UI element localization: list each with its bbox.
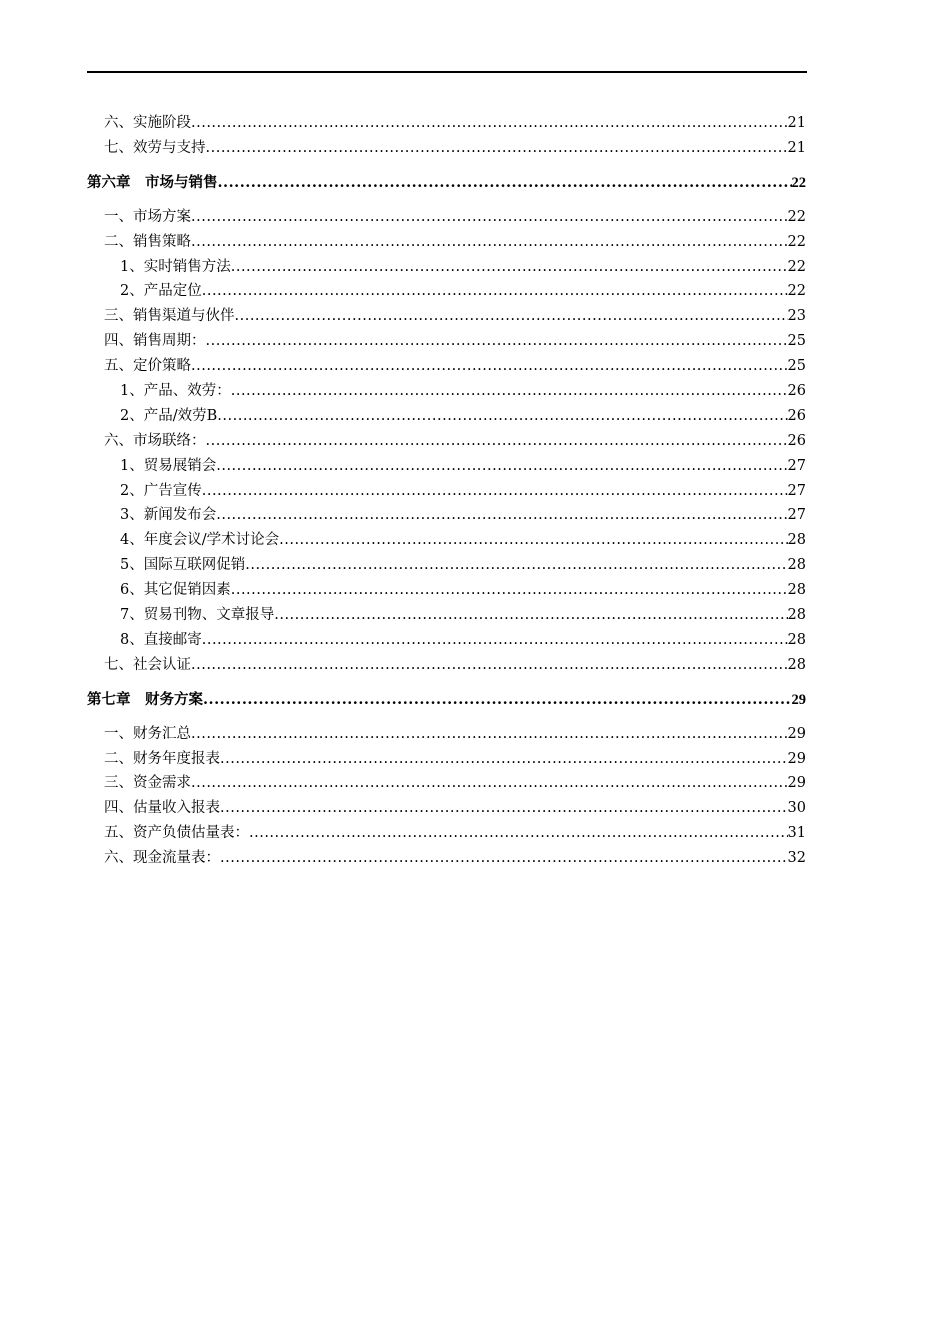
toc-entry-title: 一、财务汇总 [104,725,191,742]
table-of-contents [87,111,806,871]
toc-entry-title: 七、社会认证 [104,656,191,673]
toc-dot-leader [202,279,788,304]
toc-entry-title: 六、市场联络： [104,432,206,449]
toc-dot-leader [191,205,788,230]
toc-page-number: 28 [787,557,806,574]
toc-entry[interactable] [87,528,806,553]
toc-entry-title: 8、直接邮寄 [120,631,202,648]
toc-dot-leader [191,771,788,796]
toc-page-number: 27 [787,507,806,524]
toc-dot-leader [191,111,788,136]
toc-entry[interactable] [87,628,806,653]
toc-chapter-entry[interactable] [87,688,806,712]
toc-dot-leader [220,747,788,772]
toc-dot-leader [216,503,787,528]
toc-page-number: 22 [787,208,806,225]
toc-entry[interactable] [87,136,806,161]
toc-entry-title: 二、销售策略 [104,233,191,250]
toc-page-number: 28 [787,656,806,673]
toc-entry[interactable] [87,846,806,871]
toc-page-number: 31 [787,825,806,842]
toc-entry-title: 六、实施阶段 [104,115,191,131]
toc-entry-title: 6、其它促销因素 [120,582,231,599]
toc-page-number: 26 [787,432,806,449]
toc-dot-leader [191,354,788,379]
toc-entry-title: 7、贸易刊物、文章报导 [120,607,275,624]
toc-page-number: 28 [787,532,806,549]
toc-entry-title: 七、效劳与支持 [104,139,206,156]
toc-page-number: 21 [787,115,806,131]
toc-entry-title: 5、国际互联网促销 [120,557,246,574]
toc-entry[interactable] [87,503,806,528]
toc-dot-leader [231,578,788,603]
toc-dot-leader [206,136,788,161]
toc-entry[interactable] [87,722,806,747]
toc-dot-leader [191,653,788,678]
toc-entry-title: 六、现金流量表： [104,850,220,867]
toc-entry[interactable] [87,578,806,603]
toc-entry[interactable] [87,404,806,429]
toc-entry-title: 2、广告宣传 [120,482,202,499]
toc-entry-title: 4、年度会议/学术讨论会 [120,532,280,549]
toc-dot-leader [191,230,788,255]
toc-entry[interactable] [87,379,806,404]
toc-dot-leader [217,404,787,429]
toc-page-number: 29 [787,750,806,767]
toc-entry[interactable] [87,111,806,136]
toc-entry[interactable] [87,821,806,846]
toc-page-number: 29 [787,725,806,742]
header-rule [87,71,807,73]
toc-entry-title: 第六章 市场与销售 [87,174,218,191]
toc-entry[interactable] [87,603,806,628]
toc-page-number: 26 [787,407,806,424]
toc-entry[interactable] [87,479,806,504]
toc-entry-title: 三、销售渠道与伙伴 [104,308,235,325]
toc-entry[interactable] [87,553,806,578]
toc-page-number: 29 [791,691,806,708]
toc-entry-title: 2、产品定位 [120,283,202,300]
toc-dot-leader [245,553,787,578]
toc-page-number: 29 [787,775,806,792]
toc-dot-leader [206,429,788,454]
toc-dot-leader [202,479,788,504]
toc-dot-leader [218,171,792,195]
toc-chapter-entry[interactable] [87,171,806,195]
toc-dot-leader [216,454,787,479]
toc-entry[interactable] [87,653,806,678]
toc-entry-title: 四、销售周期： [104,333,206,350]
toc-entry-title: 三、资金需求 [104,775,191,792]
toc-entry-title: 二、财务年度报表 [104,750,220,767]
toc-entry[interactable] [87,796,806,821]
toc-entry[interactable] [87,354,806,379]
toc-page-number: 26 [787,383,806,400]
toc-page-number: 22 [787,258,806,275]
toc-page-number: 28 [787,631,806,648]
toc-entry-title: 四、估量收入报表 [104,800,220,817]
toc-page-number: 32 [787,850,806,867]
toc-entry[interactable] [87,329,806,354]
toc-entry-title: 3、新闻发布会 [120,507,217,524]
toc-entry[interactable] [87,230,806,255]
toc-entry-title: 五、定价策略 [104,358,191,375]
toc-entry[interactable] [87,747,806,772]
toc-dot-leader [231,379,788,404]
toc-page-number: 25 [787,358,806,375]
toc-dot-leader [249,821,788,846]
toc-page-number: 28 [787,582,806,599]
toc-page-number: 22 [787,233,806,250]
toc-entry-title: 1、产品、效劳： [120,383,231,400]
toc-entry[interactable] [87,205,806,230]
toc-dot-leader [235,304,788,329]
toc-entry[interactable] [87,255,806,280]
toc-entry-title: 2、产品/效劳B [120,407,218,424]
toc-entry-title: 第七章 财务方案 [87,691,203,708]
toc-dot-leader [220,846,788,871]
toc-dot-leader [274,603,787,628]
toc-page-number: 22 [791,174,806,191]
toc-dot-leader [203,688,792,712]
toc-entry[interactable] [87,304,806,329]
toc-entry[interactable] [87,279,806,304]
toc-entry-title: 五、资产负债估量表： [104,825,249,842]
toc-entry-title: 1、实时销售方法 [120,258,231,275]
toc-entry-title: 1、贸易展销会 [120,457,217,474]
toc-page-number: 21 [787,139,806,156]
toc-page-number: 27 [787,482,806,499]
toc-page-number: 27 [787,457,806,474]
toc-page-number: 25 [787,333,806,350]
toc-entry[interactable] [87,454,806,479]
toc-dot-leader [202,628,788,653]
toc-dot-leader [231,255,788,280]
toc-entry[interactable] [87,771,806,796]
toc-dot-leader [191,722,788,747]
toc-entry[interactable] [87,429,806,454]
toc-dot-leader [279,528,787,553]
toc-entry-title: 一、市场方案 [104,208,191,225]
toc-dot-leader [220,796,788,821]
toc-page-number: 30 [787,800,806,817]
toc-page-number: 22 [787,283,806,300]
toc-dot-leader [206,329,788,354]
toc-page-number: 23 [787,308,806,325]
toc-page-number: 28 [787,607,806,624]
